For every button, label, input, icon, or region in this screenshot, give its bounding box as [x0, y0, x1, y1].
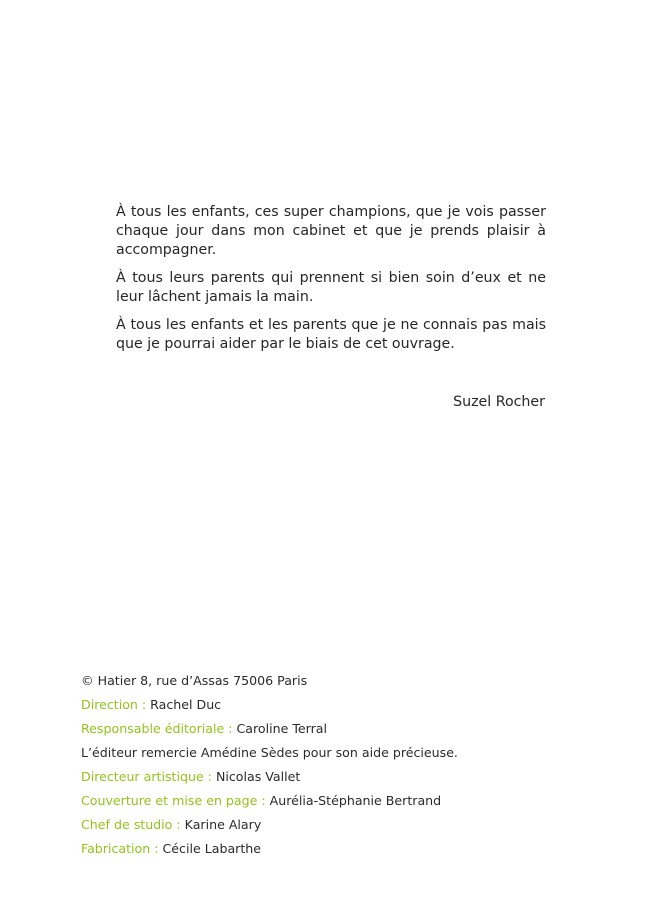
credit-label: Responsable éditoriale : [81, 721, 233, 736]
credit-label: Directeur artistique : [81, 769, 212, 784]
dedication-paragraph-3: À tous les enfants et les parents que je ne connais pas mais que je pourrai aider par le biais de cet ouvrage. [116, 317, 546, 352]
credit-responsable [81, 717, 458, 741]
credit-label: Chef de studio : [81, 817, 181, 832]
credit-label: Fabrication : [81, 841, 159, 856]
thanks-line: L’éditeur remercie Amédine Sèdes pour son aide précieuse. [81, 745, 458, 760]
credit-chef [81, 813, 458, 837]
credit-label: Couverture et mise en page : [81, 793, 266, 808]
credit-value: Rachel Duc [150, 697, 222, 712]
credit-value: Karine Alary [184, 817, 262, 832]
credit-value: Nicolas Vallet [215, 769, 301, 784]
credit-couverture [81, 789, 458, 813]
credit-value: Aurélia-Stéphanie Bertrand [269, 793, 442, 808]
dedication [116, 203, 546, 363]
dedication-paragraph-2: À tous leurs parents qui prennent si bien soin d’eux et ne leur lâchent jamais la main. [116, 270, 546, 305]
dedication-paragraph-1: À tous les enfants, ces super champions, que je vois passer chaque jour dans mon cabinet et que je prends plaisir à accompagner. [116, 204, 546, 258]
author-signature: Suzel Rocher [453, 394, 545, 410]
credit-label: Direction : [81, 697, 147, 712]
credit-directeur [81, 765, 458, 789]
credit-direction [81, 693, 458, 717]
credit-fabrication [81, 837, 458, 861]
copyright-line: © Hatier 8, rue d’Assas 75006 Paris [81, 673, 308, 688]
credits-block [81, 669, 458, 861]
credit-value: Cécile Labarthe [162, 841, 262, 856]
credit-value: Caroline Terral [236, 721, 327, 736]
